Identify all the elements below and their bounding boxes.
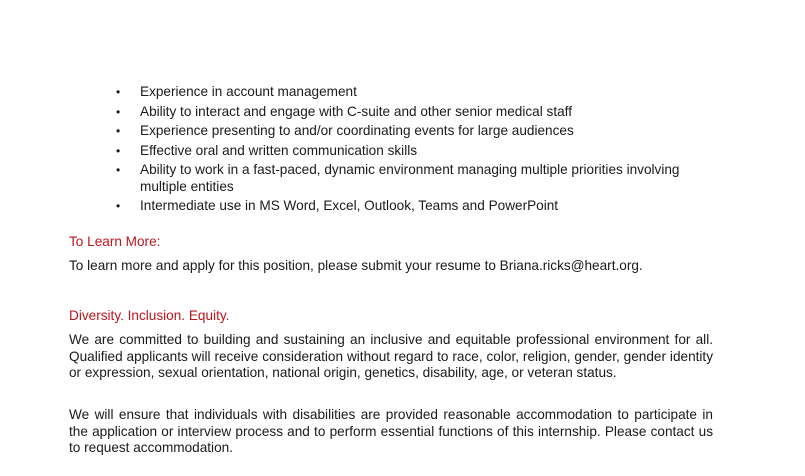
diversity-paragraph-1: We are committed to building and sustaining an inclusive and equitable professional environment for all. Qualified applicants will receive consideration without regard to race, color, religion, gender, gender identity or expression, sexual orientation, national origin, genetics, disability, age, or veteran status.: [69, 332, 713, 380]
requirement-text: Effective oral and written communication skills: [140, 142, 418, 158]
bullet-icon: •: [116, 85, 121, 99]
bullet-icon: •: [116, 124, 121, 138]
diversity-heading: Diversity. Inclusion. Equity.: [69, 308, 230, 323]
bullet-icon: •: [116, 143, 121, 158]
list-item: [112, 84, 712, 101]
list-item: [112, 162, 712, 195]
requirement-text: Experience presenting to and/or coordinating events for large audiences: [140, 123, 574, 138]
list-item: [112, 198, 712, 215]
list-item: [112, 143, 712, 160]
requirement-text: Ability to work in a fast-paced, dynamic environment managing multiple priorities involving multiple entities: [140, 162, 680, 194]
diversity-paragraph-2: We will ensure that individuals with disabilities are provided reasonable accommodation to participate in the application or interview process and to perform essential functions of this internship. Please contact us to request accommodation.: [69, 407, 713, 455]
requirement-text: Experience in account management: [140, 84, 357, 99]
bullet-icon: •: [116, 199, 121, 213]
requirement-text: Intermediate use in MS Word, Excel, Outlook, Teams and PowerPoint: [140, 198, 559, 213]
requirements-list: [112, 84, 712, 218]
list-item: [112, 104, 712, 121]
bullet-icon: •: [116, 104, 121, 119]
requirement-text: Ability to interact and engage with C-suite and other senior medical staff: [140, 103, 572, 119]
learn-more-heading: To Learn More:: [69, 234, 161, 249]
list-item: [112, 123, 712, 140]
learn-more-text: To learn more and apply for this position, please submit your resume to Briana.ricks@heart.org.: [69, 258, 643, 273]
bullet-icon: •: [116, 163, 121, 177]
